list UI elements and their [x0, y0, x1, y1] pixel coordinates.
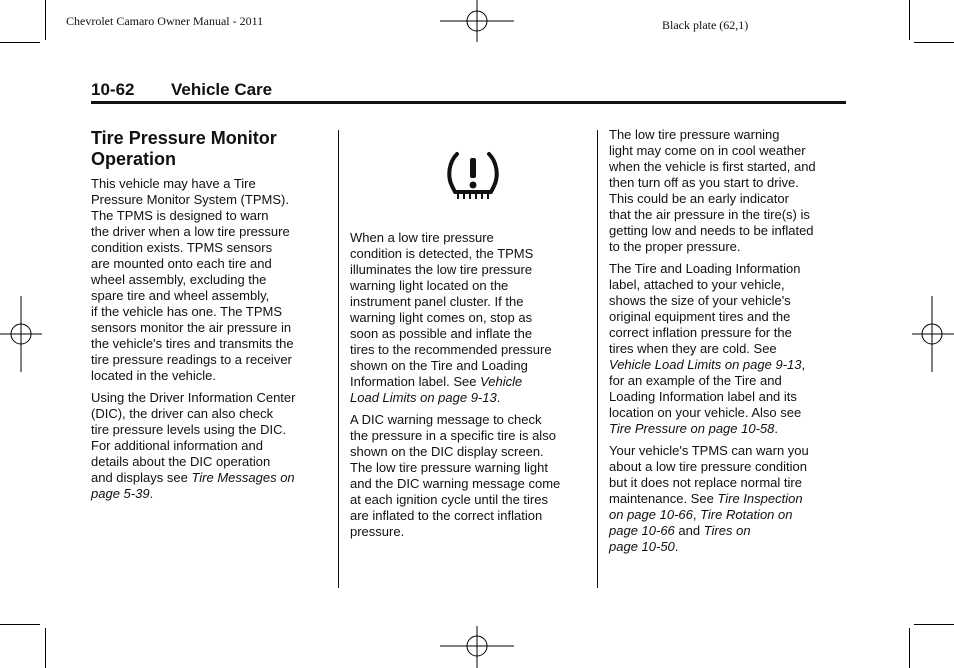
cross-reference-link[interactable]: Vehicle Load Limits on page 9-13: [609, 357, 802, 372]
cross-reference-link[interactable]: Tire Pressure on page 10-58: [609, 421, 775, 436]
crop-mark: [45, 628, 46, 668]
crop-mark: [0, 624, 40, 625]
crop-mark: [909, 0, 910, 40]
manual-title: Chevrolet Camaro Owner Manual - 2011: [66, 14, 264, 28]
crop-mark: [909, 628, 910, 668]
paragraph: A DIC warning message to check the pressure in a specific tire is also shown on the DIC display screen. The low tire pressure warning light and the DIC warning message come at each ignition cycle until the tires are inflated to the correct inflation pressure.: [350, 412, 561, 539]
column-divider: [338, 130, 339, 588]
heading-rule: [91, 101, 846, 104]
page-heading: [91, 80, 272, 100]
cross-reference-link[interactable]: page 10-66: [609, 523, 675, 538]
registration-mark-left: [0, 296, 44, 372]
paragraph: Your vehicle's TPMS can warn you about a low tire pressure condition but it does not replace normal tire maintenance. See Tire Inspection on page 10-66, Tire Rotation on page 10-66 and Tires on page 10-50.: [609, 443, 809, 554]
registration-mark-top: [440, 0, 516, 44]
registration-mark-bottom: [440, 624, 516, 668]
cross-reference-link[interactable]: on page 10-66: [609, 507, 693, 522]
section-title: Vehicle Care: [171, 80, 273, 99]
column-3: [609, 127, 849, 561]
crop-mark: [914, 42, 954, 43]
cross-reference-link[interactable]: Tires on: [703, 523, 751, 538]
cross-reference-link[interactable]: Tire Messages on: [191, 470, 295, 485]
column-2: [350, 148, 592, 546]
paragraph: This vehicle may have a Tire Pressure Monitor System (TPMS). The TPMS is designed to warn the driver when a low tire pressure condition exists. TPMS sensors are mounted onto each tire and wheel assembly, excluding the spare tire and wheel assembly, if the vehicle has one. The TPMS sensors monitor the air pressure in the vehicle's tires and transmits the tire pressure readings to a receiver located in the vehicle.: [91, 176, 294, 383]
page-number: 10-62: [91, 80, 135, 99]
cross-reference-link[interactable]: page 5-39: [91, 486, 150, 501]
paragraph: Using the Driver Information Center (DIC), the driver can also check tire pressure levels using the DIC. For additional information and details about the DIC operation and displays see Tire Messages on page 5-39.: [91, 390, 296, 501]
cross-reference-link[interactable]: Tire Inspection: [717, 491, 803, 506]
crop-mark: [0, 42, 40, 43]
paragraph: The low tire pressure warning light may come on in cool weather when the vehicle is first started, and then turn off as you start to drive. This could be an early indicator that the air pressure in the tire(s) is getting low and needs to be inflated to the proper pressure.: [609, 127, 816, 254]
cross-reference-link[interactable]: Load Limits on page 9-13: [350, 390, 497, 405]
plate-info: Black plate (62,1): [662, 18, 749, 32]
column-1: [91, 128, 331, 508]
registration-mark-right: [910, 296, 954, 372]
paragraph: When a low tire pressure condition is detected, the TPMS illuminates the low tire pressure warning light located on the instrument panel cluster. If the warning light comes on, stop as soon as possible and inflate the tires to the recommended pressure shown on the Tire and Loading Information label. See Vehicle Load Limits on page 9-13.: [350, 230, 552, 405]
column-divider: [597, 130, 598, 588]
tire-pressure-warning-icon: [443, 148, 503, 204]
paragraph: The Tire and Loading Information label, attached to your vehicle, shows the size of your vehicle's original equipment tires and the correct inflation pressure for the tires when they are cold. See Vehicle Load Limits on page 9-13, for an example of the Tire and Loading Information label and its location on your vehicle. Also see Tire Pressure on page 10-58.: [609, 261, 806, 436]
crop-mark: [45, 0, 46, 40]
article-title: Tire Pressure Monitor Operation: [91, 128, 277, 169]
crop-mark: [914, 624, 954, 625]
cross-reference-link[interactable]: page 10-50: [609, 539, 675, 554]
cross-reference-link[interactable]: Vehicle: [480, 374, 523, 389]
cross-reference-link[interactable]: Tire Rotation on: [700, 507, 793, 522]
